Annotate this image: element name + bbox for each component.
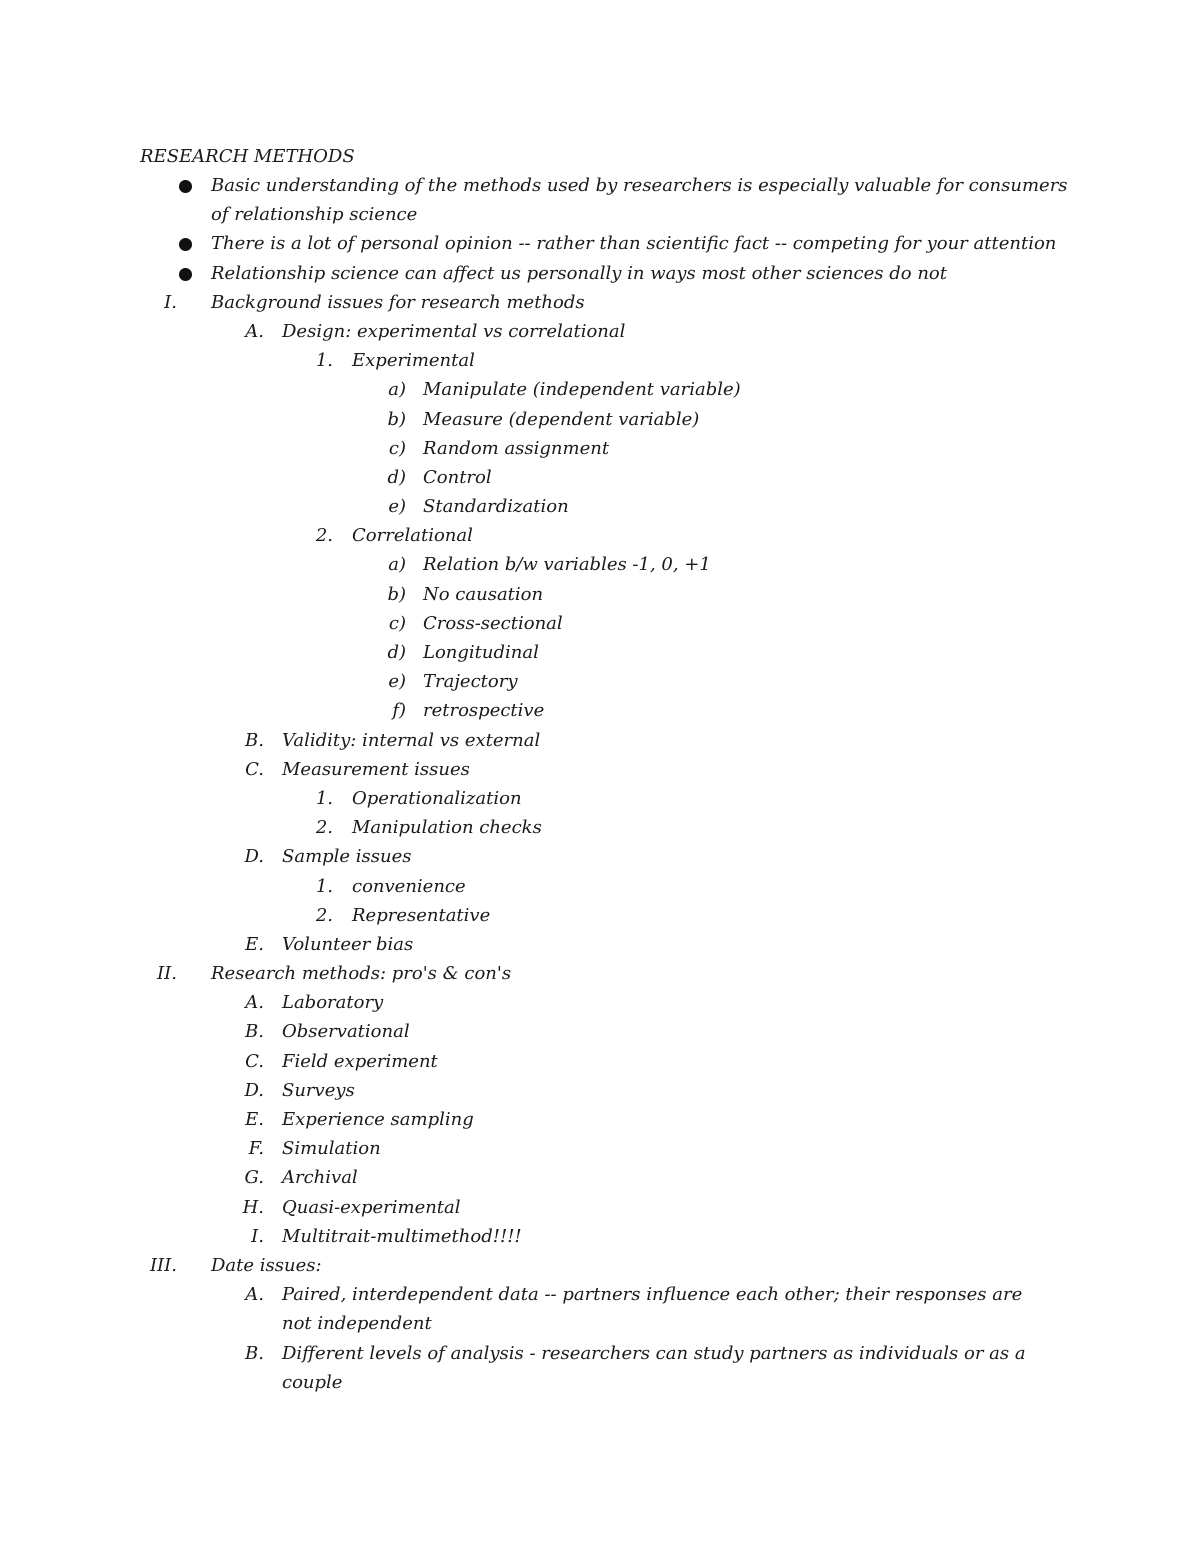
- bullet-text: Relationship science can affect us personally in ways most other sciences do not: [211, 262, 947, 284]
- outline-marker: e): [388, 671, 406, 693]
- bullet-icon: [179, 238, 192, 251]
- outline-marker: A.: [245, 320, 264, 342]
- outline-text: convenience: [352, 875, 466, 897]
- outline-item: [0, 463, 1200, 492]
- outline-item: [0, 988, 1200, 1017]
- outline-item: [0, 1134, 1200, 1163]
- outline-marker: b): [387, 408, 406, 430]
- outline-text: Longitudinal: [423, 642, 539, 664]
- outline-marker: 1.: [315, 787, 333, 809]
- section-heading: [0, 1251, 1200, 1280]
- outline: [0, 171, 1200, 1397]
- outline-marker: f): [392, 700, 406, 722]
- outline-item: [0, 1105, 1200, 1134]
- section-heading: [0, 288, 1200, 317]
- outline-item: [0, 405, 1200, 434]
- section-text: Date issues:: [211, 1254, 322, 1276]
- outline-text: Control: [423, 466, 492, 488]
- outline-item: [0, 1047, 1200, 1076]
- section-text: Research methods: pro's & con's: [211, 963, 512, 985]
- section-text: Background issues for research methods: [211, 291, 585, 313]
- outline-text: Representative: [352, 904, 491, 926]
- outline-item: [0, 1017, 1200, 1046]
- outline-marker: A.: [245, 992, 264, 1014]
- outline-marker: 1.: [315, 875, 333, 897]
- outline-item: [0, 1163, 1200, 1192]
- outline-text: No causation: [423, 583, 544, 605]
- outline-item: [0, 550, 1200, 579]
- outline-item: [0, 375, 1200, 404]
- outline-marker: e): [388, 496, 406, 518]
- outline-item: [0, 901, 1200, 930]
- outline-item: [0, 930, 1200, 959]
- outline-text: Surveys: [282, 1079, 355, 1101]
- outline-text: Random assignment: [423, 437, 610, 459]
- outline-text: Relation b/w variables -1, 0, +1: [423, 554, 711, 576]
- outline-marker: D.: [244, 1079, 264, 1101]
- outline-text: Measure (dependent variable): [423, 408, 700, 430]
- document-title: RESEARCH METHODS: [140, 146, 355, 167]
- outline-item: [0, 696, 1200, 725]
- outline-marker: I.: [251, 1225, 264, 1247]
- outline-item: [0, 1076, 1200, 1105]
- outline-text: Quasi-experimental: [282, 1196, 461, 1218]
- outline-marker: C.: [245, 758, 264, 780]
- outline-text: Design: experimental vs correlational: [282, 320, 626, 342]
- outline-item: [0, 346, 1200, 375]
- bullet-text: There is a lot of personal opinion -- rather than scientific fact -- competing for your attention: [211, 233, 1057, 255]
- outline-marker: III.: [149, 1254, 177, 1276]
- outline-text: Observational: [282, 1021, 410, 1043]
- outline-text: retrospective: [423, 700, 545, 722]
- outline-marker: a): [388, 379, 406, 401]
- bullet-icon: [179, 180, 192, 193]
- outline-text: Simulation: [282, 1138, 381, 1160]
- outline-text: Paired, interdependent data -- partners influence each other; their responses are not independent: [282, 1284, 1023, 1335]
- outline-item: [0, 667, 1200, 696]
- outline-text: Manipulate (independent variable): [423, 379, 741, 401]
- bullet-text: Basic understanding of the methods used by researchers is especially valuable for consumers of relationship science: [211, 175, 1068, 226]
- outline-text: Cross-sectional: [423, 612, 563, 634]
- outline-marker: 2.: [315, 817, 333, 839]
- outline-marker: II.: [157, 963, 177, 985]
- outline-text: Experience sampling: [282, 1109, 474, 1131]
- outline-item: [0, 1222, 1200, 1251]
- outline-marker: 2.: [315, 904, 333, 926]
- outline-text: Experimental: [352, 350, 475, 372]
- outline-marker: B.: [245, 1021, 264, 1043]
- outline-item: [0, 1339, 1200, 1397]
- outline-item: [0, 1280, 1200, 1338]
- outline-text: Multitrait-multimethod!!!!: [282, 1225, 522, 1247]
- outline-item: [0, 434, 1200, 463]
- bullet-item: [0, 171, 1200, 229]
- outline-marker: c): [388, 612, 406, 634]
- outline-marker: d): [387, 466, 406, 488]
- outline-marker: c): [388, 437, 406, 459]
- outline-item: [0, 755, 1200, 784]
- outline-item: [0, 1193, 1200, 1222]
- outline-marker: H.: [242, 1196, 264, 1218]
- outline-marker: G.: [244, 1167, 264, 1189]
- outline-item: [0, 842, 1200, 871]
- outline-marker: E.: [245, 933, 264, 955]
- outline-text: Different levels of analysis - researchers can study partners as individuals or as a couple: [282, 1342, 1026, 1393]
- outline-marker: 1.: [315, 350, 333, 372]
- outline-text: Sample issues: [282, 846, 412, 868]
- outline-marker: a): [388, 554, 406, 576]
- outline-text: Trajectory: [423, 671, 518, 693]
- outline-marker: d): [387, 642, 406, 664]
- outline-item: [0, 521, 1200, 550]
- outline-item: [0, 580, 1200, 609]
- outline-item: [0, 317, 1200, 346]
- outline-item: [0, 638, 1200, 667]
- outline-marker: D.: [244, 846, 264, 868]
- outline-marker: B.: [245, 729, 264, 751]
- outline-text: Standardization: [423, 496, 569, 518]
- outline-text: Correlational: [352, 525, 473, 547]
- outline-marker: I.: [164, 291, 177, 313]
- bullet-item: [0, 229, 1200, 258]
- outline-text: Operationalization: [352, 787, 522, 809]
- outline-marker: A.: [245, 1284, 264, 1306]
- outline-text: Manipulation checks: [352, 817, 542, 839]
- bullet-icon: [179, 268, 192, 281]
- outline-text: Archival: [282, 1167, 358, 1189]
- outline-marker: B.: [245, 1342, 264, 1364]
- outline-marker: E.: [245, 1109, 264, 1131]
- outline-text: Validity: internal vs external: [282, 729, 541, 751]
- outline-item: [0, 726, 1200, 755]
- outline-marker: C.: [245, 1050, 264, 1072]
- outline-text: Field experiment: [282, 1050, 438, 1072]
- outline-marker: 2.: [315, 525, 333, 547]
- outline-text: Volunteer bias: [282, 933, 414, 955]
- outline-marker: F.: [248, 1138, 264, 1160]
- bullet-item: [0, 259, 1200, 288]
- outline-item: [0, 784, 1200, 813]
- outline-text: Measurement issues: [282, 758, 470, 780]
- outline-marker: b): [387, 583, 406, 605]
- outline-item: [0, 609, 1200, 638]
- section-heading: [0, 959, 1200, 988]
- outline-text: Laboratory: [282, 992, 384, 1014]
- outline-item: [0, 492, 1200, 521]
- outline-item: [0, 813, 1200, 842]
- outline-item: [0, 872, 1200, 901]
